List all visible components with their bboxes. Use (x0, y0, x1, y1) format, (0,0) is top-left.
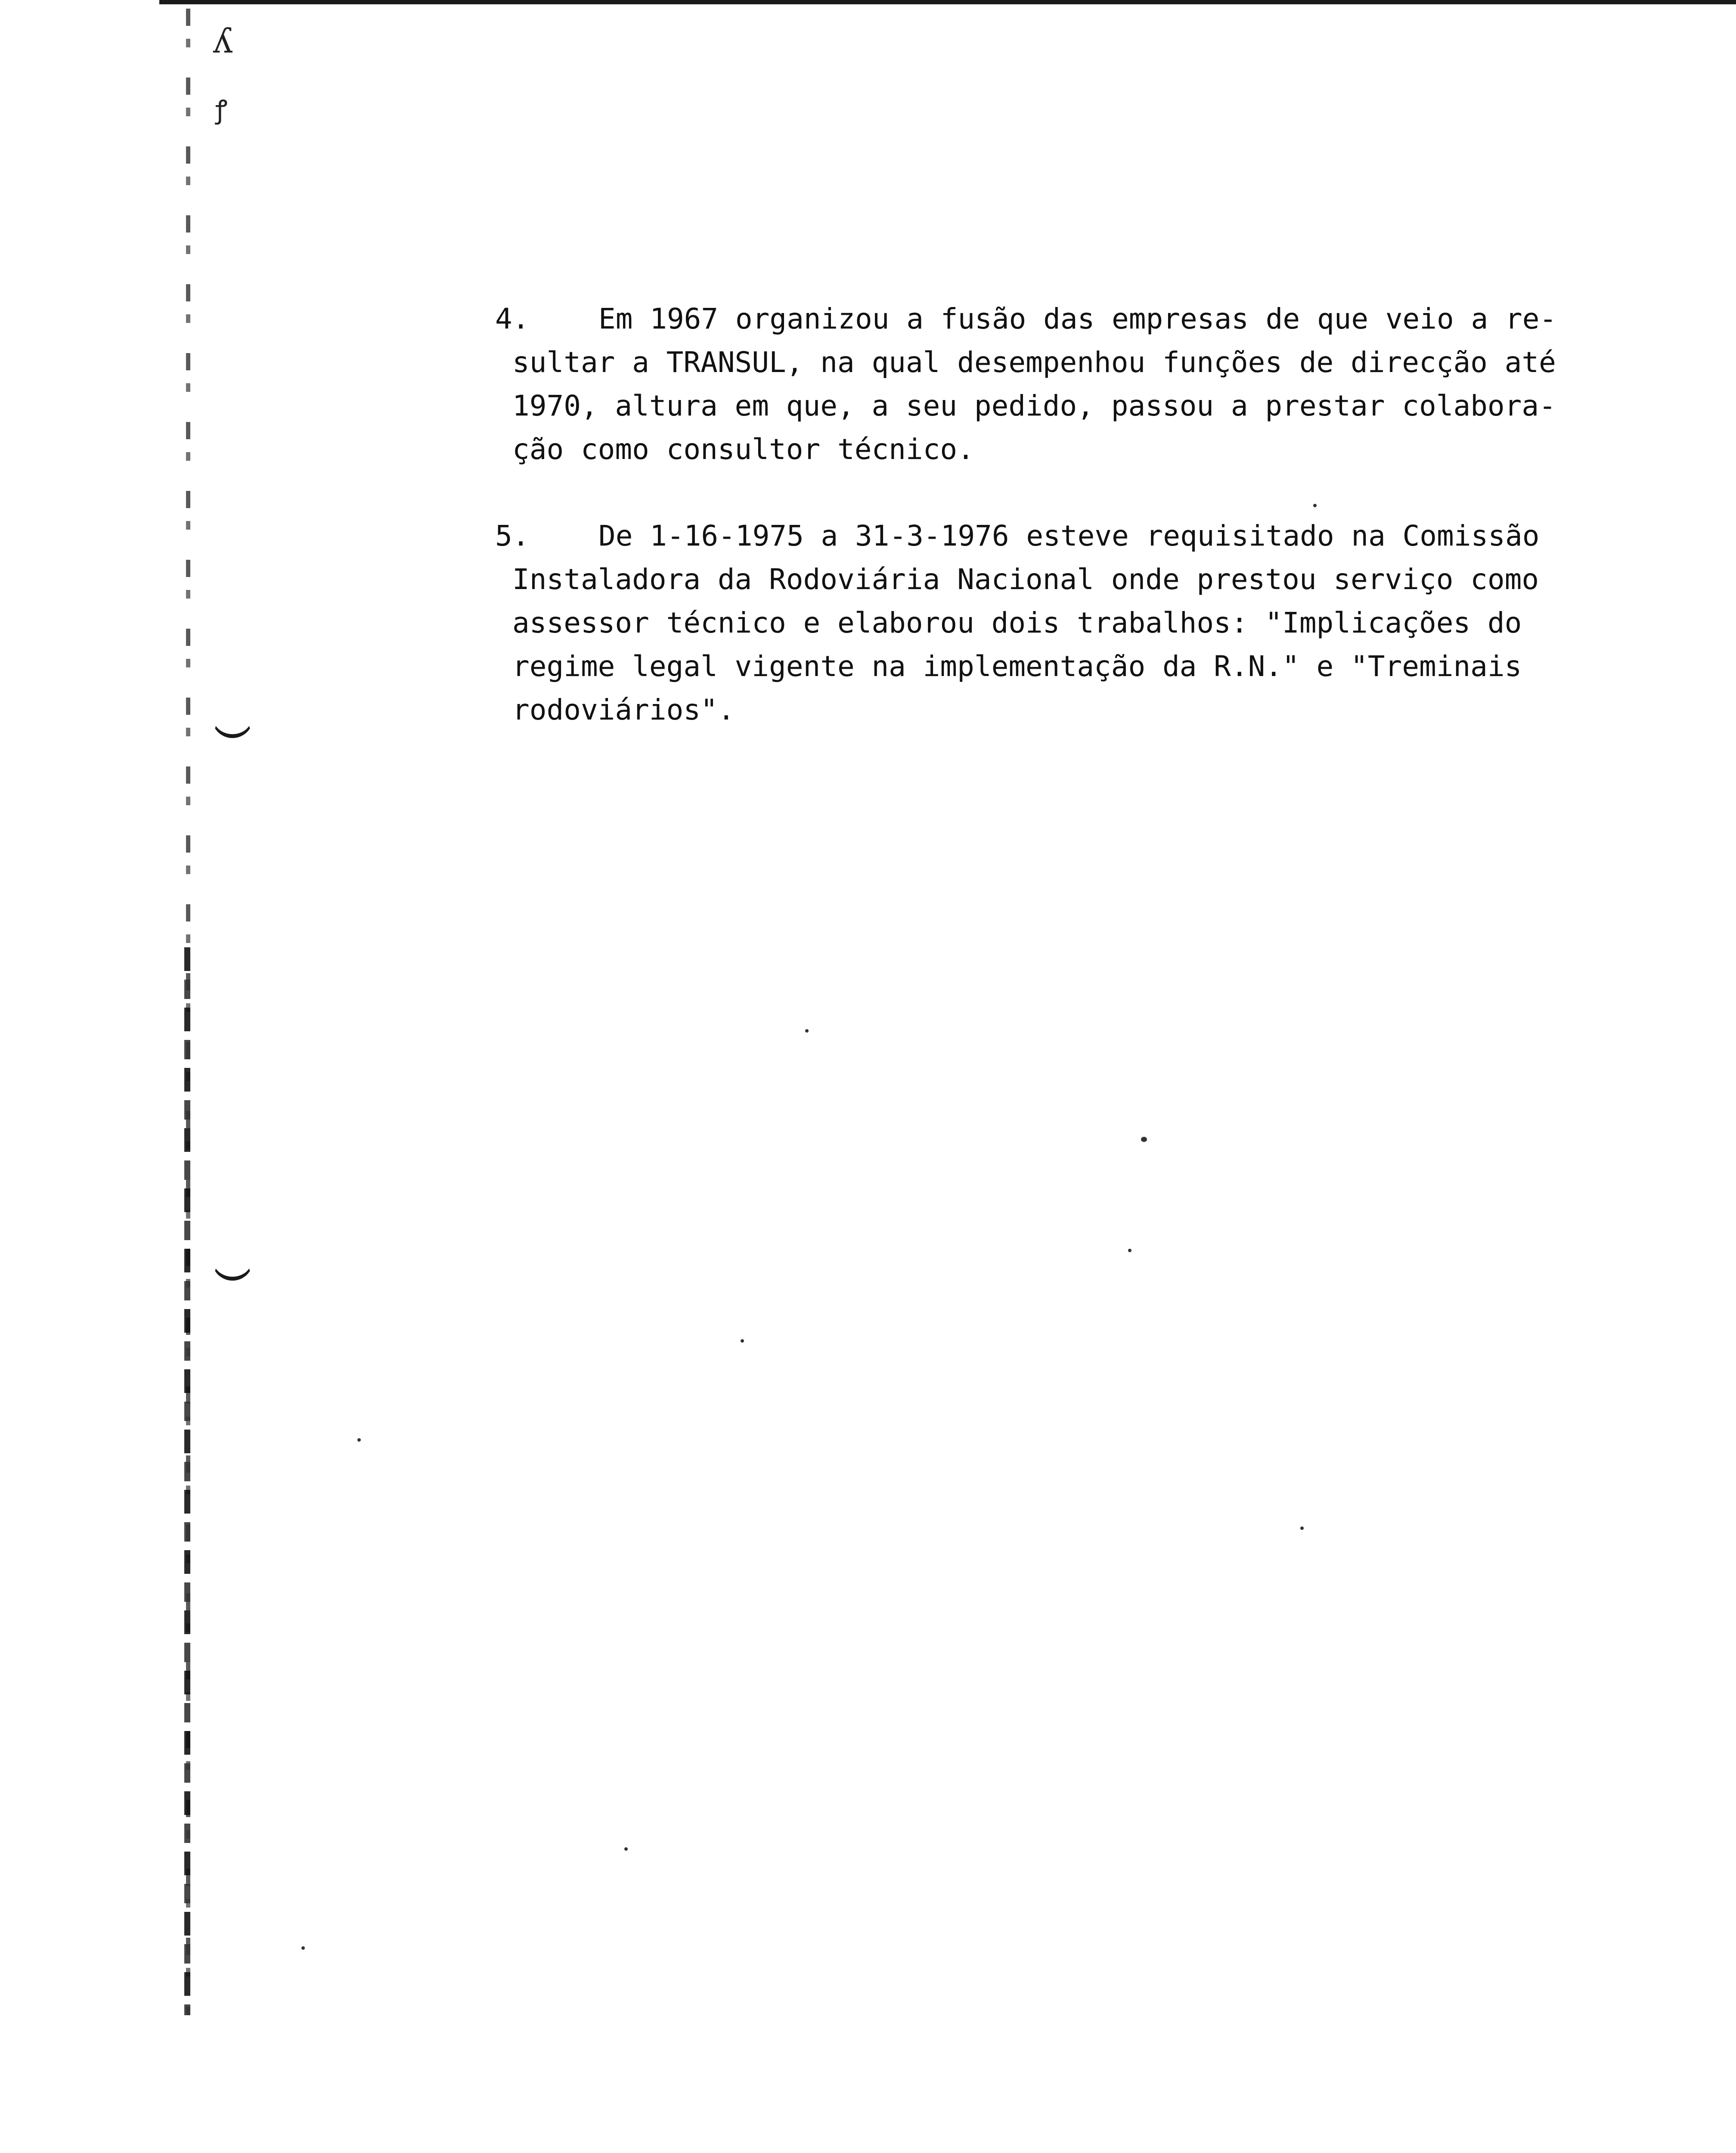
numbered-paragraph (495, 297, 1572, 471)
paragraph-line: ção como consultor técnico. (512, 433, 974, 466)
numbered-paragraph (495, 514, 1572, 732)
scan-speck (1128, 1249, 1132, 1252)
scan-speck (1300, 1526, 1304, 1530)
punch-hole-mark (212, 708, 253, 738)
scan-speck (1141, 1137, 1147, 1142)
paragraph-text (495, 514, 1572, 732)
paragraph-number: 4. (495, 302, 530, 335)
paragraph-line: 1970, altura em que, a seu pedido, passou a prestar colabora- (512, 389, 1556, 422)
binding-edge-lower (184, 947, 190, 2015)
paragraph-line: sultar a TRANSUL, na qual desempenhou funções de direcção até (512, 346, 1556, 379)
top-edge-rule (159, 0, 1736, 4)
scan-speck (301, 1946, 305, 1950)
scan-speck (624, 1847, 628, 1851)
scan-speck (357, 1438, 361, 1442)
paragraph-line: assessor técnico e elaborou dois trabalhos: "Implicações do (512, 606, 1522, 639)
paragraph-line: regime legal vigente na implementação da R.N." e "Treminais (512, 650, 1522, 683)
scan-artifact-mark: ꝭ (215, 95, 228, 125)
scan-speck (741, 1339, 744, 1343)
punch-hole-mark (212, 1251, 253, 1281)
document-body (495, 297, 1572, 775)
paragraph-number: 5. (495, 519, 530, 552)
scan-artifact-mark: ʎ (213, 21, 233, 61)
paragraph-line: Em 1967 organizou a fusão das empresas de que veio a re- (598, 302, 1557, 335)
paragraph-line: Instaladora da Rodoviária Nacional onde prestou serviço como (512, 563, 1539, 596)
paragraph-text (495, 297, 1572, 471)
paragraph-line: De 1-16-1975 a 31-3-1976 esteve requisitado na Comissão (598, 519, 1540, 552)
scan-speck (805, 1029, 809, 1033)
paragraph-line: rodoviários". (512, 693, 735, 726)
